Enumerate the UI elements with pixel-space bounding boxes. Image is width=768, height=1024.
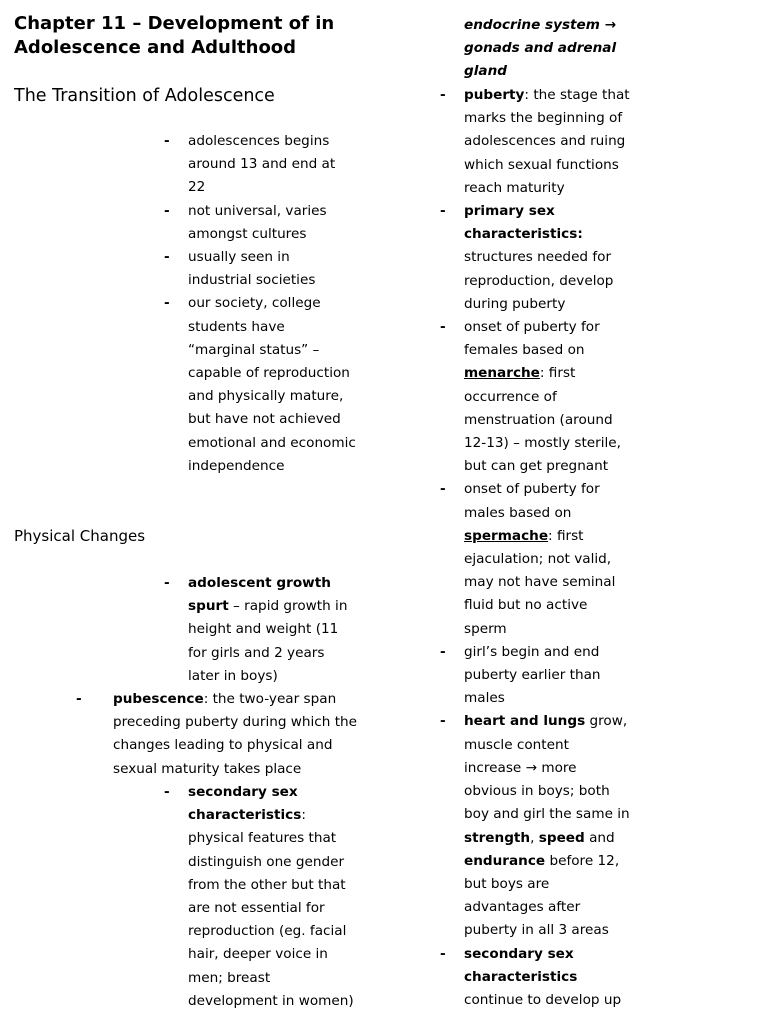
list-item: - our society, college students have “marginal status” – capable of reproduction and physically mature, but have not achieved emotional and economic independence — [188, 292, 356, 478]
dash-bullet: - — [164, 784, 170, 800]
dash-bullet: - — [440, 481, 446, 498]
pubescence-list — [76, 688, 363, 781]
term-puberty: puberty — [464, 87, 525, 103]
section-heading-physical: Physical Changes — [14, 527, 146, 545]
dash-bullet: - — [164, 202, 170, 219]
term-heart-lungs: heart and lungs — [464, 713, 586, 730]
list-item: - pubescence: the two-year span preceding puberty during which the changes leading to physical and sexual maturity takes place — [113, 688, 363, 781]
dash-bullet: - — [440, 643, 446, 660]
list-item: - girl’s begin and end puberty earlier than males — [464, 641, 630, 711]
term-secondary-sex: secondary sex characteristics — [188, 784, 302, 824]
section-heading-transition: The Transition of Adolescence — [14, 86, 275, 106]
dash-bullet: - — [164, 133, 170, 149]
list-item: - usually seen in industrial societies — [188, 246, 356, 292]
dash-bullet: - — [164, 249, 170, 266]
endocrine-note: endocrine system → gonads and adrenal gland — [464, 17, 617, 80]
list-item: - onset of puberty for males based on spermache: first ejaculation; not valid, may not have seminal fluid but no active sperm — [464, 478, 630, 640]
list-item: - adolescences begins around 13 and end at 22 — [188, 130, 356, 200]
dash-bullet: - — [164, 575, 170, 591]
dash-bullet: - — [440, 87, 446, 103]
list-item: - heart and lungs grow, muscle content increase → more obvious in boys; both boy and girl the same in strength, speed and endurance before 12, but boys are advantages after puberty in all 3 areas — [464, 710, 630, 942]
list-item: - not universal, varies amongst cultures — [188, 200, 356, 246]
growth-list — [164, 572, 356, 688]
transition-list — [164, 130, 356, 478]
term-secondary-sex-right: secondary sex characteristics — [464, 945, 578, 985]
dash-bullet: - — [164, 295, 170, 312]
term-growth-spurt: adolescent growth spurt — [188, 575, 331, 615]
term-menarche: menarche — [464, 365, 540, 382]
list-item: - secondary sex characteristics continue to develop up — [464, 943, 630, 1013]
chapter-title: Chapter 11 – Development of in Adolescence and Adulthood — [14, 13, 335, 58]
dash-bullet: - — [440, 203, 446, 220]
term-spermache: spermache — [464, 527, 549, 544]
list-item: - adolescent growth spurt – rapid growth in height and weight (11 for girls and 2 years later in boys) — [188, 572, 356, 688]
list-item: - secondary sex characteristics: physical features that distinguish one gender from the other but that are not essential for reproduction (eg. facial hair, deeper voice in men; breast development in women) — [188, 781, 356, 1013]
term-primary-sex: primary sex characteristics: — [464, 203, 583, 243]
term-pubescence: pubescence — [113, 691, 204, 707]
secondary-left-list — [164, 781, 356, 1013]
list-item: - primary sex characteristics: structures needed for reproduction, develop during puberty — [464, 200, 630, 316]
list-item: - puberty: the stage that marks the beginning of adolescences and ruing which sexual functions reach maturity — [464, 84, 630, 200]
list-item: - onset of puberty for females based on menarche: first occurrence of menstruation (around 12-13) – mostly sterile, but can get pregnant — [464, 316, 630, 478]
dash-bullet: - — [76, 691, 82, 707]
right-column-list — [440, 84, 630, 1012]
dash-bullet: - — [440, 713, 446, 730]
dash-bullet: - — [440, 945, 446, 962]
dash-bullet: - — [440, 319, 446, 336]
